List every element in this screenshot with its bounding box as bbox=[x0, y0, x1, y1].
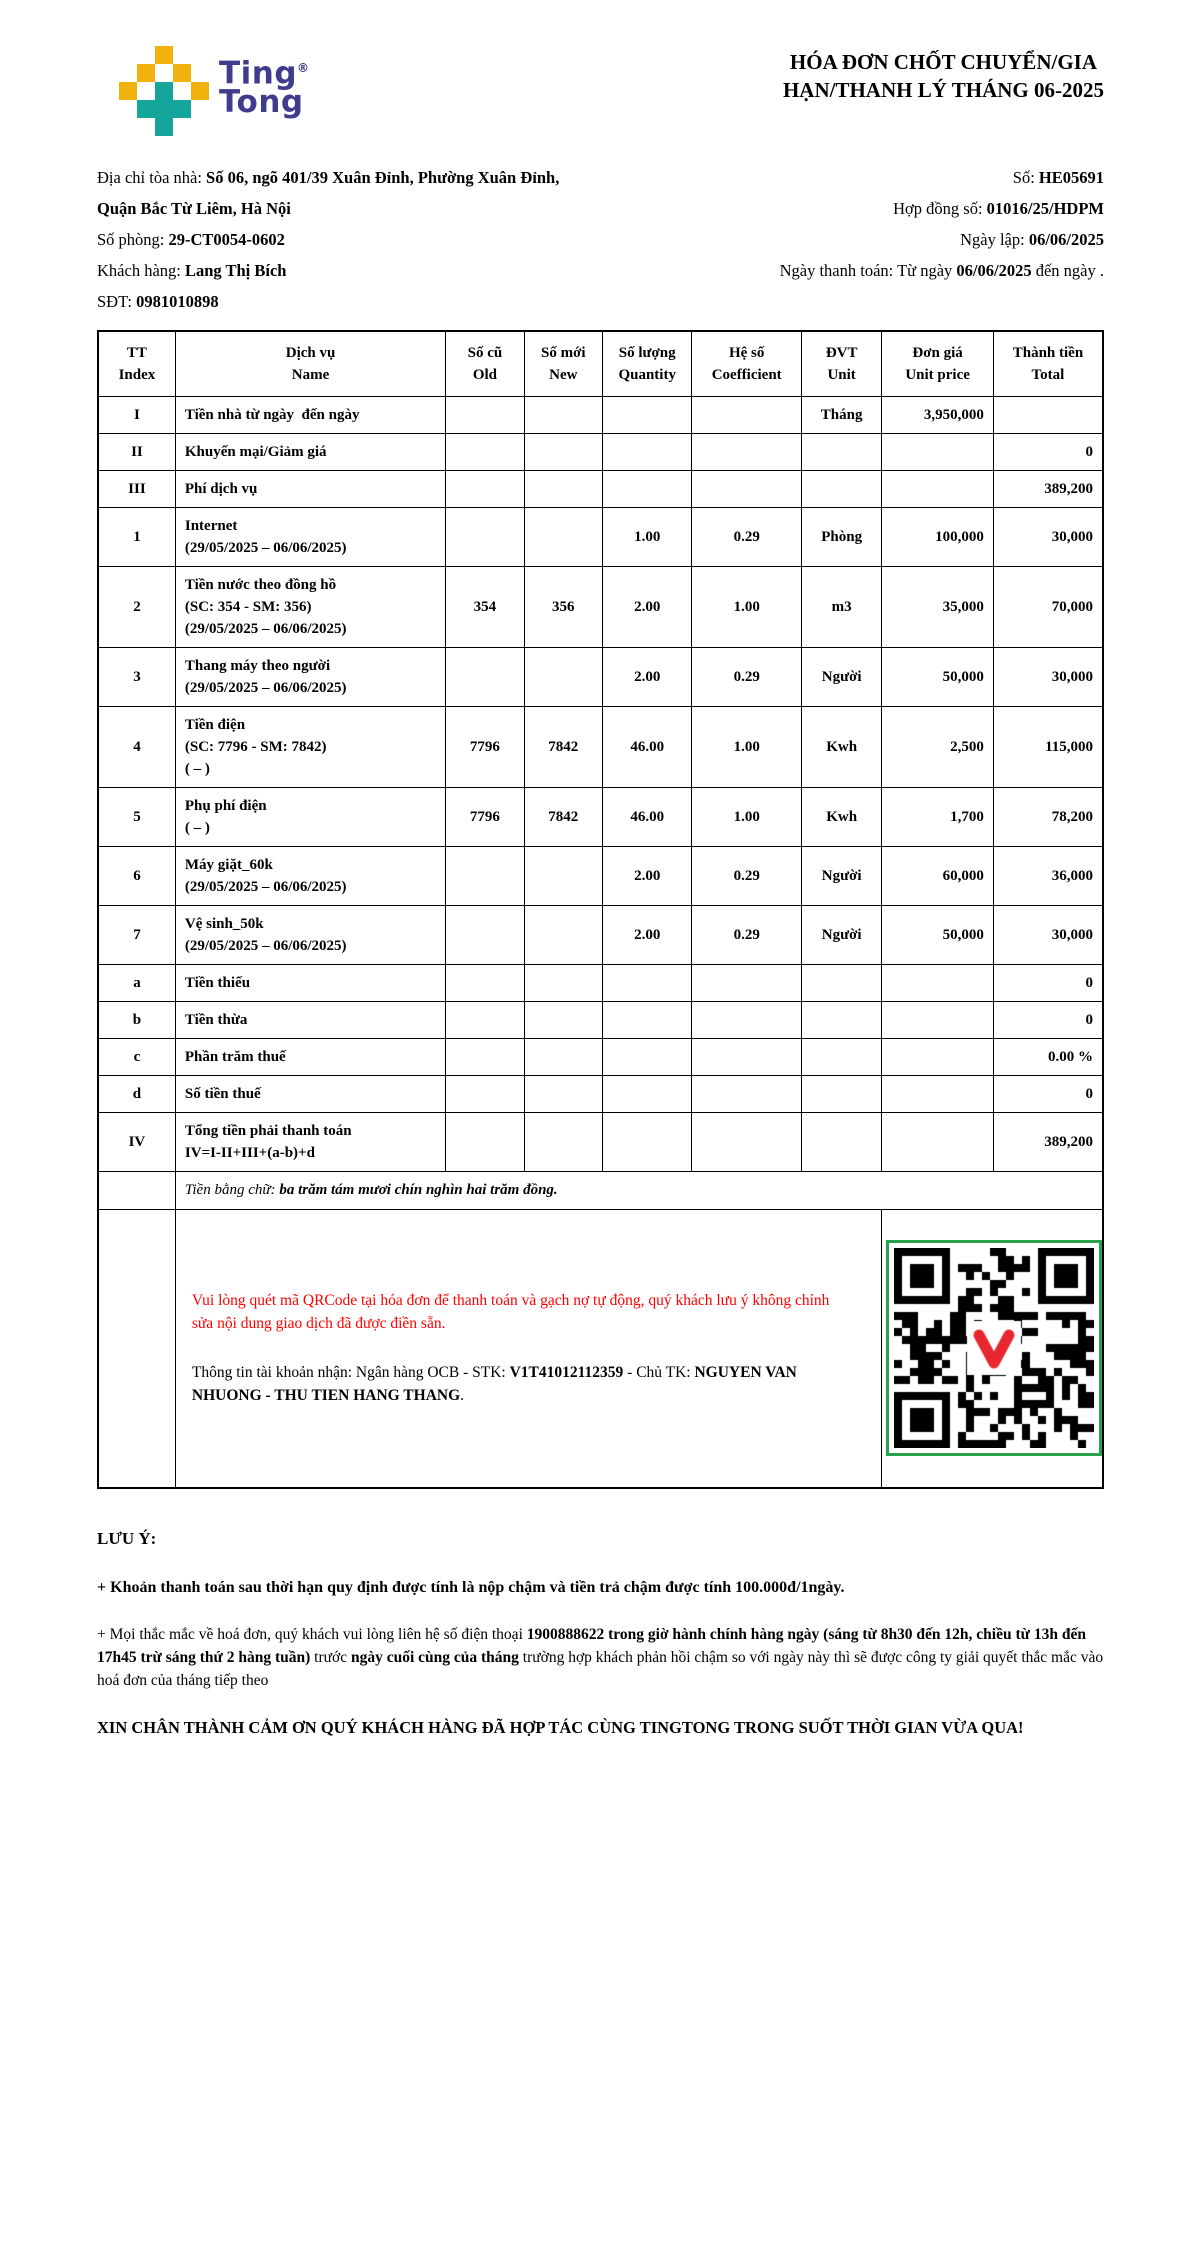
column-header-total: Thành tiền Total bbox=[993, 331, 1103, 397]
logo-pixel bbox=[137, 118, 155, 136]
logo-pixel bbox=[137, 82, 155, 100]
qr-code bbox=[886, 1240, 1102, 1456]
cell-old-reading bbox=[446, 847, 524, 906]
logo-pixel bbox=[155, 100, 173, 118]
column-header-quantity: Số lượng Quantity bbox=[602, 331, 691, 397]
cell-quantity: 2.00 bbox=[602, 648, 691, 707]
note-contact: + Mọi thắc mắc về hoá đơn, quý khách vui lòng liên hệ số điện thoại 1900888622 trong giờ hành chính hàng ngày (sáng từ 8h30 đến 12h, chiều từ 13h đến 17h45 trừ sáng thứ 2 hàng tuần) trước ngày cuối cùng của tháng trường hợp khách phản hồi chậm so với ngày này thì sẽ được công ty giải quyết thắc mắc vào hoá đơn của tháng tiếp theo bbox=[97, 1625, 1104, 1689]
cell-service-name: Tổng tiền phải thanh toán IV=I-II+III+(a-b)+d bbox=[175, 1113, 445, 1172]
cell-coefficient: 0.29 bbox=[692, 648, 802, 707]
logo-pixel bbox=[173, 118, 191, 136]
payment-date: Ngày thanh toán: Từ ngày 06/06/2025 đến ngày . bbox=[779, 261, 1104, 280]
cell-index: d bbox=[98, 1076, 175, 1113]
cell-total: 0 bbox=[993, 965, 1103, 1002]
invoice-table-body bbox=[98, 397, 1103, 1172]
cell-coefficient: 1.00 bbox=[692, 788, 802, 847]
cell-quantity: 2.00 bbox=[602, 567, 691, 648]
empty-index-cell bbox=[98, 1210, 175, 1488]
cell-index: 1 bbox=[98, 508, 175, 567]
invoice-title bbox=[783, 48, 1104, 104]
cell-old-reading bbox=[446, 648, 524, 707]
cell-new-reading: 7842 bbox=[524, 707, 602, 788]
cell-new-reading: 7842 bbox=[524, 788, 602, 847]
cell-new-reading bbox=[524, 1039, 602, 1076]
cell-total: 30,000 bbox=[993, 648, 1103, 707]
cell-total: 0 bbox=[993, 1002, 1103, 1039]
logo-pixel bbox=[173, 100, 191, 118]
cell-unit bbox=[801, 1002, 881, 1039]
cell-new-reading bbox=[524, 397, 602, 434]
column-header-unit: ĐVT Unit bbox=[801, 331, 881, 397]
tingtong-logo-text bbox=[219, 54, 310, 121]
cell-quantity bbox=[602, 1076, 691, 1113]
cell-service-name: Tiền thừa bbox=[175, 1002, 445, 1039]
cell-new-reading bbox=[524, 434, 602, 471]
cell-old-reading bbox=[446, 471, 524, 508]
cell-service-name: Internet (29/05/2025 – 06/06/2025) bbox=[175, 508, 445, 567]
cell-unit: Tháng bbox=[801, 397, 881, 434]
cell-index: b bbox=[98, 1002, 175, 1039]
column-header-old: Số cũ Old bbox=[446, 331, 524, 397]
cell-old-reading bbox=[446, 508, 524, 567]
column-header-new: Số mới New bbox=[524, 331, 602, 397]
cell-unit: Phòng bbox=[801, 508, 881, 567]
cell-unit bbox=[801, 965, 881, 1002]
cell-coefficient bbox=[692, 434, 802, 471]
cell-total: 36,000 bbox=[993, 847, 1103, 906]
cell-quantity: 1.00 bbox=[602, 508, 691, 567]
logo-pixel bbox=[191, 118, 209, 136]
invoice-info bbox=[97, 162, 1104, 317]
service-row-a bbox=[98, 965, 1103, 1002]
customer-phone: SĐT: 0981010898 bbox=[97, 292, 219, 311]
cell-unit: Kwh bbox=[801, 707, 881, 788]
cell-index: I bbox=[98, 397, 175, 434]
logo-pixel bbox=[191, 82, 209, 100]
cell-service-name: Thang máy theo người (29/05/2025 – 06/06/2025) bbox=[175, 648, 445, 707]
logo-pixel bbox=[191, 100, 209, 118]
amount-in-words-row bbox=[98, 1172, 1103, 1210]
column-header-unit-price: Đơn giá Unit price bbox=[882, 331, 994, 397]
service-row-III bbox=[98, 471, 1103, 508]
cell-old-reading: 7796 bbox=[446, 707, 524, 788]
logo-pixel bbox=[119, 100, 137, 118]
cell-service-name: Tiền điện (SC: 7796 - SM: 7842) ( – ) bbox=[175, 707, 445, 788]
logo-pixel bbox=[119, 118, 137, 136]
cell-new-reading bbox=[524, 1002, 602, 1039]
logo-pixel bbox=[173, 46, 191, 64]
cell-service-name: Tiền nước theo đồng hồ (SC: 354 - SM: 356) (29/05/2025 – 06/06/2025) bbox=[175, 567, 445, 648]
cell-coefficient: 0.29 bbox=[692, 508, 802, 567]
logo-pixel bbox=[191, 64, 209, 82]
cell-old-reading bbox=[446, 906, 524, 965]
cell-unit-price bbox=[882, 1002, 994, 1039]
payment-instructions-cell bbox=[175, 1210, 881, 1488]
cell-coefficient bbox=[692, 1113, 802, 1172]
invoice-table bbox=[97, 330, 1104, 1489]
cell-total: 0 bbox=[993, 434, 1103, 471]
cell-unit bbox=[801, 1113, 881, 1172]
service-row-5 bbox=[98, 788, 1103, 847]
amount-in-words-cell bbox=[175, 1172, 1103, 1210]
cell-total: 0 bbox=[993, 1076, 1103, 1113]
cell-unit-price: 1,700 bbox=[882, 788, 994, 847]
invoice-table-head-row bbox=[98, 331, 1103, 397]
cell-index: 4 bbox=[98, 707, 175, 788]
room-number: Số phòng: 29-CT0054-0602 bbox=[97, 230, 285, 249]
cell-service-name: Phí dịch vụ bbox=[175, 471, 445, 508]
cell-index: 2 bbox=[98, 567, 175, 648]
cell-coefficient bbox=[692, 471, 802, 508]
tingtong-logo-icon bbox=[119, 46, 209, 136]
qr-code-pattern bbox=[894, 1248, 1094, 1448]
column-header-name: Dịch vụ Name bbox=[175, 331, 445, 397]
cell-index: III bbox=[98, 471, 175, 508]
cell-new-reading bbox=[524, 965, 602, 1002]
cell-coefficient bbox=[692, 397, 802, 434]
cell-quantity bbox=[602, 1039, 691, 1076]
cell-unit: Người bbox=[801, 648, 881, 707]
logo-line1: Ting bbox=[219, 55, 298, 92]
cell-old-reading bbox=[446, 397, 524, 434]
cell-quantity bbox=[602, 1002, 691, 1039]
cell-service-name: Số tiền thuế bbox=[175, 1076, 445, 1113]
service-row-2 bbox=[98, 567, 1103, 648]
cell-quantity bbox=[602, 965, 691, 1002]
cell-old-reading bbox=[446, 1039, 524, 1076]
building-address-line1: Địa chỉ tòa nhà: Số 06, ngõ 401/39 Xuân Đỉnh, Phường Xuân Đỉnh, bbox=[97, 168, 560, 187]
thanks-note: XIN CHÂN THÀNH CẢM ƠN QUÝ KHÁCH HÀNG ĐÃ HỢP TÁC CÙNG TINGTONG TRONG SUỐT THỜI GIAN VỪA QUA! bbox=[97, 1717, 1024, 1737]
cell-unit-price bbox=[882, 1113, 994, 1172]
cell-unit-price: 2,500 bbox=[882, 707, 994, 788]
cell-index: II bbox=[98, 434, 175, 471]
building-info bbox=[97, 162, 661, 317]
registered-mark: ® bbox=[297, 61, 310, 75]
footer-notes bbox=[97, 1527, 1104, 1739]
issue-date: Ngày lập: 06/06/2025 bbox=[960, 230, 1104, 249]
cell-old-reading: 354 bbox=[446, 567, 524, 648]
logo-pixel bbox=[119, 46, 137, 64]
cell-total: 389,200 bbox=[993, 471, 1103, 508]
invoice-title-line2: HẠN/THANH LÝ THÁNG 06-2025 bbox=[782, 78, 1104, 102]
cell-new-reading bbox=[524, 508, 602, 567]
cell-new-reading bbox=[524, 906, 602, 965]
cell-quantity bbox=[602, 1113, 691, 1172]
logo-pixel bbox=[173, 64, 191, 82]
service-row-c bbox=[98, 1039, 1103, 1076]
column-header-index: TT Index bbox=[98, 331, 175, 397]
cell-unit: Người bbox=[801, 847, 881, 906]
cell-unit bbox=[801, 1076, 881, 1113]
cell-unit-price: 3,950,000 bbox=[882, 397, 994, 434]
notes-title: LƯU Ý: bbox=[97, 1528, 157, 1548]
cell-quantity: 46.00 bbox=[602, 707, 691, 788]
cell-unit-price: 50,000 bbox=[882, 906, 994, 965]
cell-service-name: Máy giặt_60k (29/05/2025 – 06/06/2025) bbox=[175, 847, 445, 906]
cell-service-name: Khuyến mại/Giảm giá bbox=[175, 434, 445, 471]
cell-old-reading bbox=[446, 965, 524, 1002]
cell-old-reading bbox=[446, 1076, 524, 1113]
cell-new-reading bbox=[524, 471, 602, 508]
service-row-1 bbox=[98, 508, 1103, 567]
cell-service-name: Phần trăm thuế bbox=[175, 1039, 445, 1076]
cell-coefficient: 1.00 bbox=[692, 567, 802, 648]
service-row-I bbox=[98, 397, 1103, 434]
invoice-table-head bbox=[98, 331, 1103, 397]
cell-index: 6 bbox=[98, 847, 175, 906]
cell-index: 3 bbox=[98, 648, 175, 707]
service-row-d bbox=[98, 1076, 1103, 1113]
cell-total: 115,000 bbox=[993, 707, 1103, 788]
cell-unit-price bbox=[882, 471, 994, 508]
cell-coefficient bbox=[692, 1076, 802, 1113]
cell-old-reading: 7796 bbox=[446, 788, 524, 847]
cell-old-reading bbox=[446, 1113, 524, 1172]
service-row-4 bbox=[98, 707, 1103, 788]
cell-quantity: 46.00 bbox=[602, 788, 691, 847]
logo-pixel bbox=[191, 46, 209, 64]
cell-unit bbox=[801, 434, 881, 471]
logo-pixel bbox=[137, 100, 155, 118]
cell-index: a bbox=[98, 965, 175, 1002]
cell-unit-price: 50,000 bbox=[882, 648, 994, 707]
cell-unit: Người bbox=[801, 906, 881, 965]
cell-unit-price bbox=[882, 1076, 994, 1113]
service-row-6 bbox=[98, 847, 1103, 906]
cell-index: 5 bbox=[98, 788, 175, 847]
qr-notice: Vui lòng quét mã QRCode tại hóa đơn để thanh toán và gạch nợ tự động, quý khách lưu ý không chỉnh sửa nội dung giao dịch đã được điền sẵn. bbox=[191, 1292, 830, 1333]
cell-unit-price: 100,000 bbox=[882, 508, 994, 567]
cell-index: IV bbox=[98, 1113, 175, 1172]
cell-coefficient bbox=[692, 1039, 802, 1076]
logo-pixel bbox=[137, 64, 155, 82]
amount-in-words-label: Tiền bằng chữ: bbox=[184, 1182, 280, 1198]
qr-code-cell bbox=[882, 1210, 1103, 1488]
cell-coefficient bbox=[692, 965, 802, 1002]
logo-pixel bbox=[155, 82, 173, 100]
cell-unit-price bbox=[882, 1039, 994, 1076]
amount-in-words-value: ba trăm tám mươi chín nghìn hai trăm đồng. bbox=[279, 1182, 558, 1198]
account-info: Thông tin tài khoản nhận: Ngân hàng OCB - STK: V1T41012112359 - Chủ TK: NGUYEN VAN NHUONG - THU TIEN HANG THANG. bbox=[191, 1364, 797, 1405]
cell-new-reading: 356 bbox=[524, 567, 602, 648]
cell-total: 389,200 bbox=[993, 1113, 1103, 1172]
cell-coefficient: 0.29 bbox=[692, 906, 802, 965]
cell-coefficient: 1.00 bbox=[692, 707, 802, 788]
service-row-IV bbox=[98, 1113, 1103, 1172]
cell-service-name: Phụ phí điện ( – ) bbox=[175, 788, 445, 847]
customer-name: Khách hàng: Lang Thị Bích bbox=[97, 261, 287, 280]
cell-total bbox=[993, 397, 1103, 434]
logo-pixel bbox=[119, 64, 137, 82]
cell-coefficient: 0.29 bbox=[692, 847, 802, 906]
service-row-3 bbox=[98, 648, 1103, 707]
cell-total: 30,000 bbox=[993, 508, 1103, 567]
logo-line2: Tong bbox=[219, 84, 304, 121]
cell-new-reading bbox=[524, 1076, 602, 1113]
header bbox=[97, 46, 1104, 136]
cell-unit-price bbox=[882, 434, 994, 471]
logo-pixel bbox=[119, 82, 137, 100]
cell-coefficient bbox=[692, 1002, 802, 1039]
cell-unit: m3 bbox=[801, 567, 881, 648]
building-address-line2: Quận Bắc Từ Liêm, Hà Nội bbox=[97, 199, 291, 218]
tingtong-logo bbox=[119, 46, 310, 136]
cell-unit-price: 35,000 bbox=[882, 567, 994, 648]
cell-index: c bbox=[98, 1039, 175, 1076]
cell-new-reading bbox=[524, 847, 602, 906]
logo-pixel bbox=[155, 46, 173, 64]
invoice-number: Số: HE05691 bbox=[1012, 168, 1104, 187]
cell-old-reading bbox=[446, 1002, 524, 1039]
cell-quantity: 2.00 bbox=[602, 847, 691, 906]
contract-number: Hợp đồng số: 01016/25/HDPM bbox=[893, 199, 1104, 218]
qr-row bbox=[98, 1210, 1103, 1488]
cell-service-name: Tiền thiếu bbox=[175, 965, 445, 1002]
logo-pixel bbox=[155, 118, 173, 136]
cell-quantity bbox=[602, 434, 691, 471]
empty-index-cell bbox=[98, 1172, 175, 1210]
invoice-meta bbox=[661, 162, 1104, 317]
cell-total: 78,200 bbox=[993, 788, 1103, 847]
cell-total: 30,000 bbox=[993, 906, 1103, 965]
cell-unit bbox=[801, 1039, 881, 1076]
invoice-title-line1: HÓA ĐƠN CHỐT CHUYỂN/GIA bbox=[789, 50, 1097, 74]
logo-pixel bbox=[173, 82, 191, 100]
cell-index: 7 bbox=[98, 906, 175, 965]
service-row-7 bbox=[98, 906, 1103, 965]
logo-pixel bbox=[155, 64, 173, 82]
cell-new-reading bbox=[524, 1113, 602, 1172]
cell-unit bbox=[801, 471, 881, 508]
cell-new-reading bbox=[524, 648, 602, 707]
cell-unit-price: 60,000 bbox=[882, 847, 994, 906]
service-row-II bbox=[98, 434, 1103, 471]
cell-old-reading bbox=[446, 434, 524, 471]
cell-quantity bbox=[602, 471, 691, 508]
service-row-b bbox=[98, 1002, 1103, 1039]
cell-quantity bbox=[602, 397, 691, 434]
cell-total: 0.00 % bbox=[993, 1039, 1103, 1076]
logo-pixel bbox=[137, 46, 155, 64]
cell-unit-price bbox=[882, 965, 994, 1002]
cell-total: 70,000 bbox=[993, 567, 1103, 648]
note-late-fee: + Khoản thanh toán sau thời hạn quy định được tính là nộp chậm và tiền trả chậm được tính 100.000đ/1ngày. bbox=[97, 1578, 845, 1596]
cell-quantity: 2.00 bbox=[602, 906, 691, 965]
cell-unit: Kwh bbox=[801, 788, 881, 847]
cell-service-name: Vệ sinh_50k (29/05/2025 – 06/06/2025) bbox=[175, 906, 445, 965]
invoice-table-footer bbox=[98, 1172, 1103, 1488]
cell-service-name: Tiền nhà từ ngày đến ngày bbox=[175, 397, 445, 434]
column-header-coefficient: Hệ số Coefficient bbox=[692, 331, 802, 397]
